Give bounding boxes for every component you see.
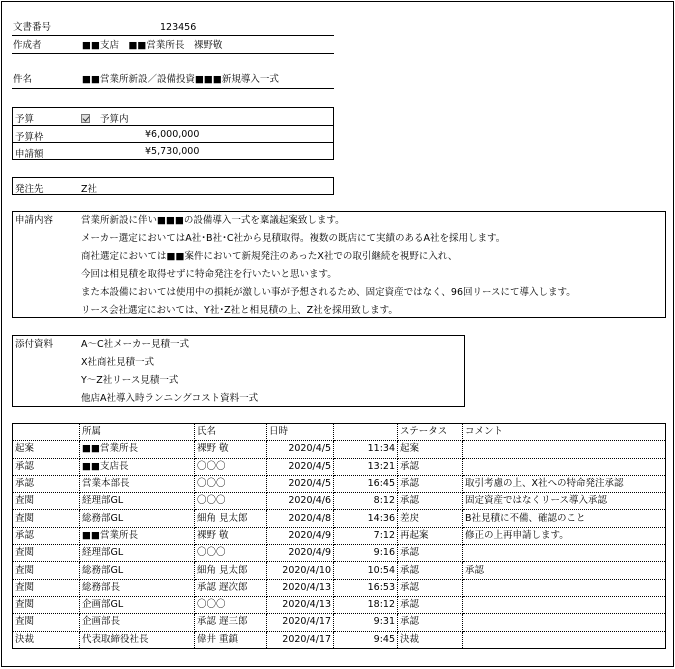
column-header (334, 424, 398, 441)
table-row (13, 510, 666, 527)
content-line: 今回は相見積を取得せずに特命発注を行いたいと思います。 (81, 269, 337, 280)
table-cell: 承認 (398, 545, 463, 562)
approval-log-table (12, 423, 666, 649)
table-cell: 承認 遅次郎 (195, 579, 267, 596)
budget-value-text: 予算内 (100, 114, 129, 125)
table-cell: 承認 (463, 562, 666, 579)
table-cell: 〇〇〇 (195, 475, 267, 492)
table-cell: 10:54 (334, 562, 398, 579)
table-cell: 企画部GL (80, 596, 195, 613)
author-underline (12, 53, 334, 54)
subject-value: ■■営業所新設／設備投資■■■新規導入一式 (82, 74, 279, 85)
table-cell: 承認 (398, 458, 463, 475)
table-cell: 2020/4/9 (267, 527, 334, 544)
table-cell: 〇〇〇 (195, 458, 267, 475)
table-cell: 査閲 (13, 614, 80, 631)
table-row (13, 562, 666, 579)
budget-checkbox[interactable] (81, 114, 90, 123)
table-row (13, 475, 666, 492)
table-cell: ■■営業所長 (80, 441, 195, 458)
author-label: 作成者 (13, 40, 42, 51)
attachment-item: Y～Z社リース見積一式 (81, 375, 179, 386)
budget-frame-label: 予算枠 (15, 132, 44, 143)
content-line: 営業所新設に伴い■■■の設備導入一式を稟議起案致します。 (81, 215, 345, 226)
table-cell: 承認 遅三郎 (195, 614, 267, 631)
table-cell: 裸野 敬 (195, 527, 267, 544)
table-cell: 2020/4/8 (267, 510, 334, 527)
table-cell: 修正の上再申請します。 (463, 527, 666, 544)
table-cell: 査閲 (13, 562, 80, 579)
table-header-row (13, 424, 666, 441)
column-header: コメント (463, 424, 666, 441)
table-cell: 承認 (13, 475, 80, 492)
budget-frame-row (13, 125, 333, 142)
table-cell: 偉井 重鎮 (195, 631, 267, 648)
table-cell (463, 545, 666, 562)
table-cell: 査閲 (13, 510, 80, 527)
table-cell: 13:21 (334, 458, 398, 475)
doc-number-label: 文書番号 (13, 22, 52, 33)
table-cell (463, 441, 666, 458)
table-cell: 査閲 (13, 579, 80, 596)
table-cell: 査閲 (13, 493, 80, 510)
budget-value (81, 111, 129, 125)
content-box (12, 211, 666, 318)
table-cell: 経理部GL (80, 545, 195, 562)
amount-value: ¥5,730,000 (145, 146, 200, 157)
table-cell: 9:16 (334, 545, 398, 562)
table-cell: B社見積に不備、確認のこと (463, 510, 666, 527)
table-cell: 起案 (13, 441, 80, 458)
column-header (13, 424, 80, 441)
column-header: 日時 (267, 424, 334, 441)
subject-label: 件名 (13, 74, 33, 85)
budget-box (12, 107, 334, 160)
table-cell: 総務部GL (80, 510, 195, 527)
table-cell: 決裁 (398, 631, 463, 648)
attachment-item: X社商社見積一式 (81, 357, 155, 368)
table-row (13, 579, 666, 596)
table-cell: 裸野 敬 (195, 441, 267, 458)
table-cell: 差戻 (398, 510, 463, 527)
attachments-box (12, 335, 465, 407)
table-cell: 査閲 (13, 545, 80, 562)
table-cell (463, 631, 666, 648)
table-cell: 承認 (398, 562, 463, 579)
order-value: Z社 (81, 184, 98, 195)
table-cell: 企画部長 (80, 614, 195, 631)
budget-row (13, 108, 333, 125)
table-cell: 2020/4/13 (267, 579, 334, 596)
table-cell: 16:45 (334, 475, 398, 492)
content-lines (81, 212, 576, 320)
table-cell: 9:45 (334, 631, 398, 648)
table-cell: 承認 (398, 614, 463, 631)
table-cell: 〇〇〇 (195, 596, 267, 613)
amount-label: 申請額 (15, 149, 44, 160)
order-box (12, 177, 334, 195)
table-row (13, 631, 666, 648)
author-value: ■■支店 ■■営業所長 裸野敬 (82, 40, 223, 51)
table-row (13, 614, 666, 631)
table-cell: 11:34 (334, 441, 398, 458)
table-cell: 〇〇〇 (195, 545, 267, 562)
table-row (13, 596, 666, 613)
table-cell: ■■支店長 (80, 458, 195, 475)
table-cell: 2020/4/17 (267, 631, 334, 648)
table-cell: 経理部GL (80, 493, 195, 510)
table-cell: 営業本部長 (80, 475, 195, 492)
budget-label: 予算 (15, 114, 35, 125)
ringi-document (1, 1, 674, 667)
table-cell (463, 458, 666, 475)
table-cell: 14:36 (334, 510, 398, 527)
table-cell: 2020/4/5 (267, 441, 334, 458)
order-label: 発注先 (15, 184, 44, 195)
amount-row (13, 142, 333, 159)
attachments-label: 添付資料 (15, 339, 54, 350)
content-line: リース会社選定においては、Y社･Z社と相見積の上、Z社を採用致します。 (81, 305, 398, 316)
table-cell: 査閲 (13, 596, 80, 613)
subject-underline (12, 88, 334, 89)
table-cell: 2020/4/13 (267, 596, 334, 613)
budget-frame-value: ¥6,000,000 (145, 129, 200, 140)
table-cell: 承認 (398, 493, 463, 510)
table-row (13, 493, 666, 510)
doc-number-value: 123456 (160, 22, 197, 33)
table-cell: 細角 見太郎 (195, 510, 267, 527)
content-label: 申請内容 (15, 215, 54, 226)
content-line: メーカー選定においてはA社･B社･C社から見積取得。複数の既店にて実績のあるA社を採用します。 (81, 233, 506, 244)
table-cell: 取引考慮の上、X社への特命発注承認 (463, 475, 666, 492)
table-cell: 承認 (398, 475, 463, 492)
approval-log-body (13, 424, 666, 649)
column-header: 所属 (80, 424, 195, 441)
table-row (13, 458, 666, 475)
table-cell: 固定資産ではなくリース導入承認 (463, 493, 666, 510)
table-cell: 代表取締役社長 (80, 631, 195, 648)
table-cell: 8:12 (334, 493, 398, 510)
table-cell: 再起案 (398, 527, 463, 544)
table-cell: 2020/4/5 (267, 458, 334, 475)
table-cell: 2020/4/5 (267, 475, 334, 492)
table-cell (463, 596, 666, 613)
table-row (13, 545, 666, 562)
table-cell: 承認 (398, 579, 463, 596)
table-cell: 細角 見太郎 (195, 562, 267, 579)
table-cell: 18:12 (334, 596, 398, 613)
table-cell: 2020/4/6 (267, 493, 334, 510)
table-cell: 7:12 (334, 527, 398, 544)
table-cell: 承認 (13, 527, 80, 544)
table-cell: 2020/4/10 (267, 562, 334, 579)
table-cell: 決裁 (13, 631, 80, 648)
table-row (13, 441, 666, 458)
attachment-item: A～C社メーカー見積一式 (81, 339, 189, 350)
table-cell (463, 579, 666, 596)
attachments-list (81, 336, 258, 408)
content-line: 商社選定においては■■案件において新規発注のあったX社での取引継続を視野に入れ、 (81, 251, 458, 262)
table-cell: 2020/4/17 (267, 614, 334, 631)
table-row (13, 527, 666, 544)
table-cell: 〇〇〇 (195, 493, 267, 510)
table-cell: 総務部GL (80, 562, 195, 579)
table-cell: 承認 (13, 458, 80, 475)
table-cell: 承認 (398, 596, 463, 613)
table-cell: 起案 (398, 441, 463, 458)
table-cell: 9:31 (334, 614, 398, 631)
table-cell: 16:53 (334, 579, 398, 596)
column-header: ステータス (398, 424, 463, 441)
table-cell: 2020/4/9 (267, 545, 334, 562)
doc-number-underline (12, 35, 334, 36)
content-line: また本設備においては使用中の損耗が激しい事が予想されるため、固定資産ではなく、96回リースにて導入します。 (81, 287, 576, 298)
attachment-item: 他店A社導入時ランニングコスト資料一式 (81, 393, 259, 404)
table-cell (463, 614, 666, 631)
table-cell: 総務部長 (80, 579, 195, 596)
table-cell: ■■営業所長 (80, 527, 195, 544)
column-header: 氏名 (195, 424, 267, 441)
